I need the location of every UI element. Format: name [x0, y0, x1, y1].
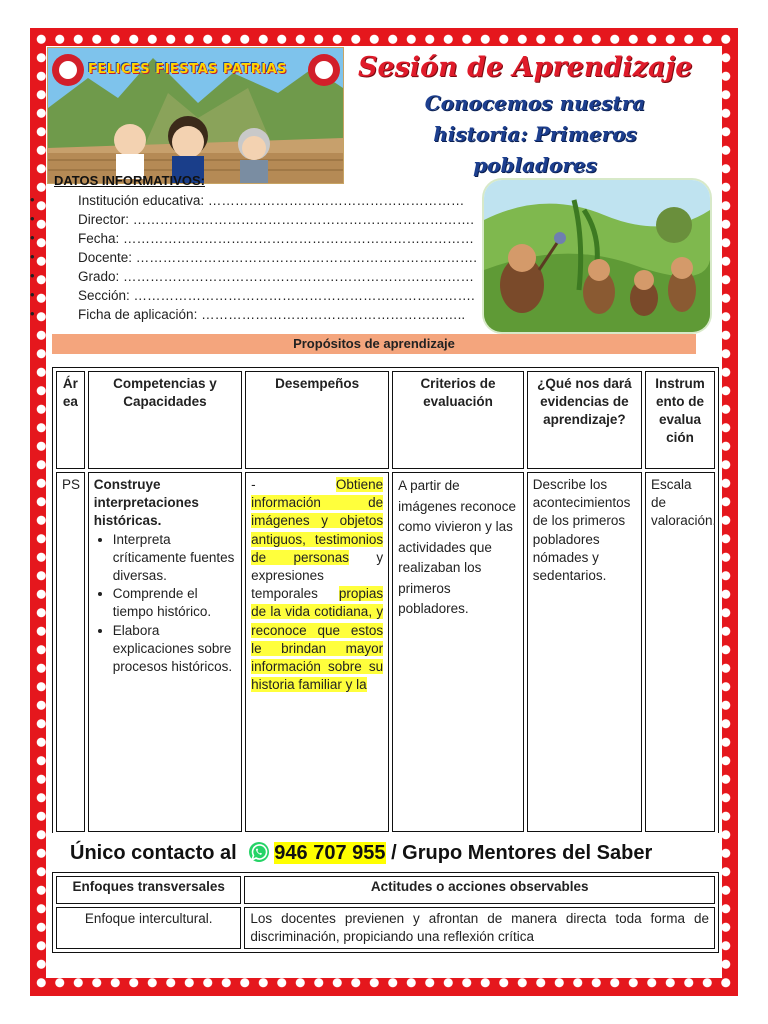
- transversal-table: [52, 872, 719, 953]
- contact-prefix: Único contacto al: [70, 842, 237, 864]
- desempeno-dash: -: [251, 477, 256, 492]
- cell-competencias: Construye interpretaciones históricas. • Interpreta críticamente fuentes diversas. • Comprende el tiempo histórico. • Elabora explicaciones sobre procesos históricos.: [88, 472, 242, 832]
- banner-image: [47, 47, 344, 184]
- first-settlers-illustration: [484, 180, 710, 332]
- list-item: • Elabora explicaciones sobre procesos históricos.: [113, 622, 236, 677]
- list-item: • Comprende el tiempo histórico.: [113, 585, 236, 621]
- page-title: Sesión de Aprendizaje: [358, 52, 693, 83]
- table-row: [56, 472, 715, 832]
- competence-list: [94, 531, 236, 677]
- cell-area: PS: [56, 472, 85, 832]
- contact-banner: [46, 833, 722, 873]
- competence-title: Construye interpretaciones históricas: [93, 477, 199, 529]
- cell-enfoque: Enfoque intercultural.: [56, 907, 241, 949]
- table-header-row: [56, 371, 715, 469]
- header-enfoques: Enfoques transversales: [56, 876, 241, 904]
- info-title: DATOS INFORMATIVOS:: [54, 173, 205, 188]
- table-row: [56, 907, 715, 949]
- header-criterios: Criterios de evaluación: [392, 371, 524, 469]
- header-desempenos: Desempeños: [245, 371, 389, 469]
- header-actitudes: Actitudes o acciones observables: [244, 876, 715, 904]
- cell-instrumento: Escala de valoración.: [645, 472, 715, 832]
- learning-table: [52, 367, 719, 836]
- table-header-row: [56, 876, 715, 904]
- cell-desempenos: [245, 472, 389, 832]
- cell-criterios: A partir de imágenes reconoce como vivieron y las actividades que realizaban los primeros pobladores.: [392, 472, 524, 832]
- header-competencias: Competencias y Capacidades: [88, 371, 242, 469]
- header-area: Ár ea: [56, 371, 85, 469]
- page-subtitle: Conocemos nuestra historia: Primeros pobladores: [424, 91, 646, 177]
- header-instrumento: Instrum ento de evalua ción: [645, 371, 715, 469]
- desempeno-highlight-1: Obtiene información de imágenes y objetos antiguos, testimonios de personas: [251, 477, 384, 565]
- header-evidencias: ¿Qué nos dará evidencias de aprendizaje?: [527, 371, 642, 469]
- purpose-bar: Propósitos de aprendizaje: [52, 334, 696, 354]
- list-item: • Interpreta críticamente fuentes diversas.: [113, 531, 236, 586]
- banner-text: FELICES FIESTAS PATRIAS: [88, 62, 287, 77]
- desempeno-highlight-2: propias de la vida cotidiana, y reconoce que estos le brindan mayor información sobre su historia familiar y la: [251, 586, 384, 693]
- cell-evidencias: Describe los acontecimientos de los primeros pobladores nómades y sedentarios.: [527, 472, 642, 832]
- desempeno-plain: y expresiones temporales: [251, 549, 384, 602]
- contact-phone[interactable]: 946 707 955: [274, 842, 386, 864]
- whatsapp-icon: [248, 837, 270, 859]
- cell-actitudes: Los docentes previenen y afrontan de manera directa toda forma de discriminación, propiciando una reflexión crítica: [244, 907, 715, 949]
- contact-suffix: / Grupo Mentores del Saber: [391, 842, 653, 864]
